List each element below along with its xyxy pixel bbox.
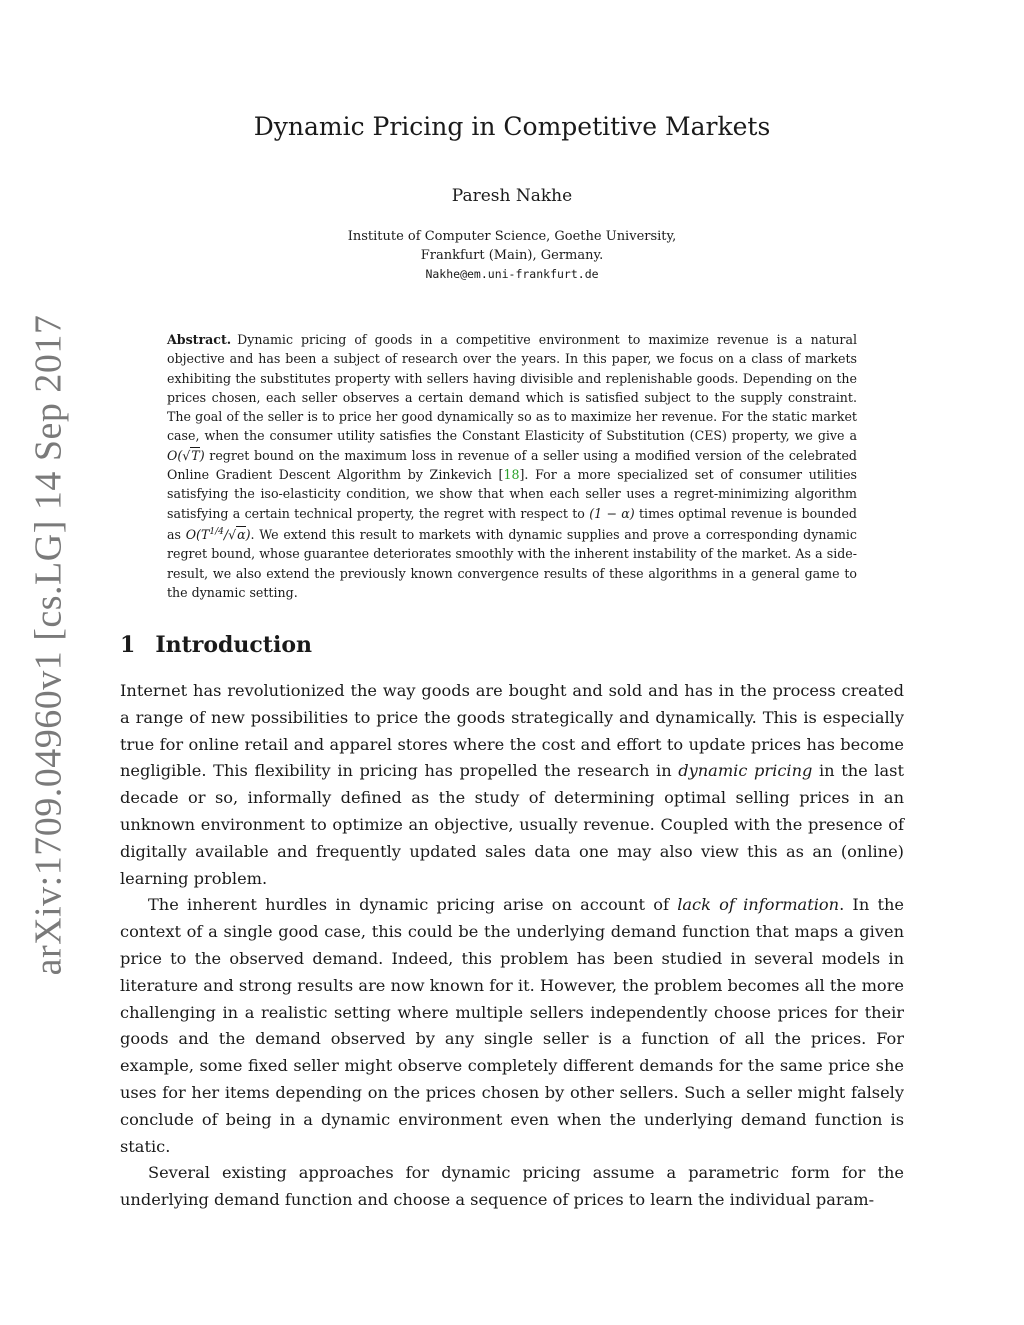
- math-regret-bound: O(√T): [167, 447, 205, 463]
- paragraph-1: Internet has revolutionized the way goods are bought and sold and has in the process created a range of new possibilities to price the goods strategically and dynamically. This is especially true for online retail and apparel stores where the cost and effort to update prices has become negligible. This flexibility in pricing has propelled the research in dynamic pricing in the last decade or so, informally defined as the study of determining optimal selling prices in an unknown environment to optimize an objective, usually revenue. Coupled with the presence of digitally available and frequently updated sales data one may also view this as an (online) learning problem.: [120, 681, 904, 888]
- abstract: [167, 330, 857, 602]
- arxiv-identifier: arXiv:1709.04960v1 [cs.LG] 14 Sep 2017: [27, 314, 70, 976]
- emphasis-dynamic-pricing: dynamic pricing: [678, 761, 813, 781]
- abstract-text-5: . We extend this result to markets with dynamic supplies and prove a corresponding dynamic regret bound, whose guarantee deteriorates smoothly with the inherent instability of the market. As a side-result, we also extend the previously known convergence results of these algorithms in a general game to the dynamic setting.: [167, 527, 857, 601]
- abstract-text-2: regret bound on the maximum loss in revenue of a seller using a modified version of the celebrated Online Gradient Descent Algorithm by Zinkevich [: [167, 447, 857, 483]
- affiliation-location: Frankfurt (Main), Germany.: [420, 248, 604, 263]
- abstract-text-1: Dynamic pricing of goods in a competitive environment to maximize revenue is a natural objective and has been a subject of research over the years. In this paper, we focus on a class of markets exhibiting the substitutes property with sellers having divisible and replenishable goods. Depending on the prices chosen, each seller observes a certain demand which is satisfied subject to the supply constraint. The goal of the seller is to price her good dynamically so as to maximize her revenue. For the static market case, when the consumer utility satisfies the Constant Elasticity of Substitution (CES) property, we give a: [167, 332, 857, 444]
- author-name: Paresh Nakhe: [451, 186, 573, 206]
- paper-title: Dynamic Pricing in Competitive Markets: [253, 112, 771, 141]
- section-number: 1: [120, 632, 136, 658]
- affiliation: [120, 227, 904, 284]
- abstract-text-3: ]. For a more specialized set of consumer utilities satisfying the iso-elasticity condition, we show that when each seller uses a regret-minimizing algorithm satisfying a certain technical property, the regret with respect to: [167, 467, 857, 521]
- math-regret-alpha: $O(T^{1/4}/√\alpha)$: [185, 526, 251, 543]
- math-alpha-factor: (1 − α): [589, 505, 635, 521]
- paragraph-2: The inherent hurdles in dynamic pricing arise on account of lack of information. In the context of a single good case, this could be the underlying demand function that maps a given price to the observed demand. Indeed, this problem has been studied in several models in literature and strong results are now known for it. However, the problem becomes all the more challenging in a realistic setting where multiple sellers independently choose prices for their goods and the demand observed by any single seller is a function of all the prices. For example, some fixed seller might observe completely different demands for the same price she uses for her items depending on the prices chosen by other sellers. Such a seller might falsely conclude of being in a dynamic environment even when the underlying demand function is static.: [120, 895, 904, 1156]
- affiliation-institute: Institute of Computer Science, Goethe University,: [347, 229, 677, 244]
- introduction-body: [120, 678, 904, 1214]
- abstract-label: Abstract.: [167, 332, 232, 347]
- author-email[interactable]: Nakhe@em.uni-frankfurt.de: [425, 267, 599, 281]
- section-heading: [120, 632, 312, 658]
- abstract-text-4: times optimal revenue is bounded as: [167, 505, 857, 543]
- section-title: Introduction: [155, 632, 312, 658]
- paragraph-3: Several existing approaches for dynamic pricing assume a parametric form for the underlying demand function and choose a sequence of prices to learn the individual param-: [120, 1163, 904, 1210]
- citation-link[interactable]: 18: [503, 467, 520, 483]
- arxiv-stamp: [20, 314, 76, 976]
- emphasis-lack-of-information: lack of information: [677, 895, 840, 915]
